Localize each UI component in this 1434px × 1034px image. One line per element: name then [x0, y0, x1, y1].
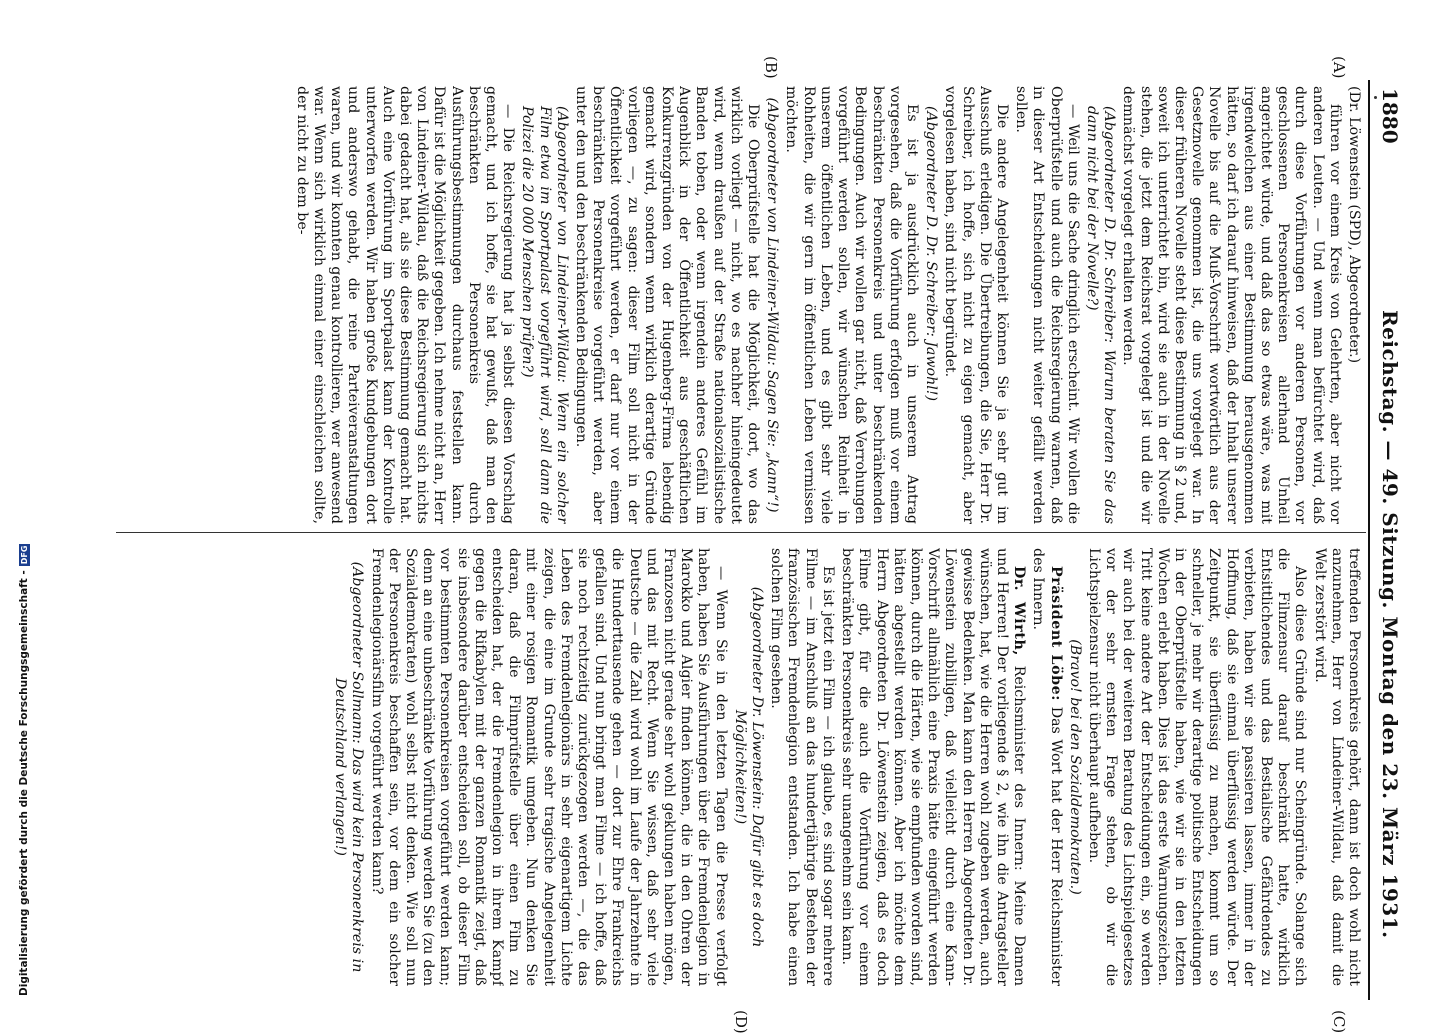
credit-text: Digitalisierung gefördert durch die Deutsche Forschungsgemeinschaft - — [18, 570, 30, 996]
interjection — [922, 86, 939, 524]
paragraph-text: (Abgeordneter von Lindeiner-Wildau: Wenn ein solcher Film etwa im Sportpalast vorgeführt wird, soll dann die Polizei die 20 000 Menschen prüfen?) — [519, 106, 570, 524]
paragraph — [941, 86, 1010, 524]
speaker-name: Präsident Löbe: — [1047, 566, 1064, 702]
paragraph-text: Die Oberprüfstelle hat die Möglichkeit, dort, wo das wirklich vorliegt — nicht, wo es nachher hineingedeutet wird, wenn draußen auf der Straße nationalsozialistische Banden toben, oder wenn irgendein anderes Gefühl im Augenblick in der Öffentlichkeit aus geschäftlichen Konkurrenzgründen von der Hugenberg-Firma lebendig gemacht wird, sondern wenn wirklich derartige Gründe vorliegen —, zu sagen: dieser Film soll nicht in der Öffentlichkeit vorgeführt werden, er darf nur vor einem beschränkten Personenkreise vorgeführt werden, aber unter den und den beschränkenden Bedingungen. — [573, 86, 762, 524]
paragraph-text: (Abgeordneter Sollmann: Das wird kein Personenkreis in Deutschland verlangen!) — [332, 561, 366, 973]
paragraph-text: führen vor einem Kreis von Gelehrten, aber nicht vor anderen Leuten. — Und wenn man befürchtet wird, daß durch diese Vorführungen vor anderen Personen, vor geschlossenen Personenkreisen allerhand Unheil angerichtet würde, und daß das so etwas wäre, was mit irgendwelchen aus einer Bestimmung herausgenommen hätten, so darf ich darauf hinweisen, daß der Inhalt unserer Novelle bis auf die Muß-Vorschrift wortwörtlich aus der Gesetznovelle genommen ist, die uns vorgelegt war. In dieser früheren Novelle steht diese Bestimmung in § 2 und, soweit ich unterrichtet bin, wird sie auch in der Novelle stehen, die jetzt dem Reichsrat vorgelegt ist und die wir demnächst vorgelegt erhalten werden. — [1120, 86, 1343, 524]
paragraph — [1345, 86, 1362, 524]
paragraph-text: treffenden Personenkreis gehört, dann ist doch wohl nicht anzunehmen, Herr von Lindeiner-Wildau, daß damit die Welt zerstört wird. — [1311, 548, 1362, 986]
speaker-name: Dr. Wirth, — [1011, 566, 1028, 656]
left-column — [112, 86, 1362, 524]
paragraph — [293, 86, 517, 524]
paragraph-text: Also diese Gründe sind nur Scheingründe. Solange sich die Filmzensur darauf beschränkt hatte, wirklich Entsittlichendes und das Bestialische Gefährdendes zu verbieten, haben wir sie passieren lassen, immer in der Hoffnung, daß sie einmal überflüssig werden würde. Der Zeitpunkt, sie überflüssig zu machen, kommt um so schneller, je mehr wir derartige politische Entscheidungen in der Oberprüfstelle haben, wie wir sie in den letzten Wochen erlebt haben. Dies ist das erste Warnungszeichen. Tritt keine andere Art der Entscheidungen ein, so werden wir auch bei der weiteren Beratung des Lichtspielgesetzes vor der sehr ernsten Frage stehen, ob wir die Lichtspielzensur nicht überhaupt aufheben. — [1085, 548, 1309, 986]
dfg-logo-icon: DFG — [19, 545, 29, 565]
paragraph — [782, 86, 920, 524]
paragraph-text: Es ist jetzt ein Film — ich glaube, es sind sogar mehrere Filme — im Anschluß an das hundertjährige Bestehen der französischen Fremdenlegion entstanden. Ich habe einen solchen Film gesehen. — [768, 548, 836, 986]
margin-mark-a: (A) — [1330, 56, 1348, 79]
paragraph — [1119, 86, 1343, 524]
interjection — [1083, 86, 1117, 524]
paragraph-text: — Wenn Sie in den letzten Tagen die Presse verfolgt haben, haben Sie Ausführungen über die Fremdenlegion in Marokko und Algier finden können, die in den Ohren der Franzosen nicht gerade sehr wohl geklungen haben mögen, und das mit Recht. Wenn Sie wissen, daß sehr viele Deutsche — die Zahl wird wohl im Laufe der Jahrzehnte in die Hunderttausende gehen — dort zur Ehre Frankreichs gefallen sind. Und nun bringt man Filme — ich hoffe, daß sie noch rechtzeitig zurückgezogen werden —, die das Leben des Fremdenlegionärs in sehr eigenartigem Lichte zeigen, die eine im Grunde sehr tragische Angelegenheit mit einer rosigen Romantik umgeben. Nun denken Sie daran, daß die Filmprüfstelle über einen Film zu entscheiden hat, der die Fremdenlegion in ihrem Kampf gegen die Rifkabylen mit der ganzen Romantik zeigt, daß sie insbesondere darüber entscheiden soll, ob dieser Film vor bestimmten Personenkreisen vorgeführt werden kann; denn an eine unbeschränkte Vorführung werden Sie (zu den Sozialdemokraten) wohl selbst nicht denken. Wie soll nun der Personenkreis beschaffen sein, vor dem ein solcher Fremdenlegionärsfilm vorgeführt werden kann? — [368, 548, 729, 986]
margin-mark-d: (D) — [732, 1010, 750, 1034]
paragraph-text: — Die Reichsregierung hat ja selbst diesen Vorschlag gemacht, und ich hoffe, sie hat gewußt, daß man den beschränkten Personenkreis durch Ausführungsbestimmungen durchaus feststellen kann. Dafür ist die Möglichkeit gegeben. Ich nehme nicht an, Herr von Lindeiner-Wildau, daß die Reichsregierung sich nichts dabei gedacht hat, als sie diese Bestimmung gemacht hat. Auch eine Vorführung im Sportpalast kann der Kontrolle unterworfen werden. Wir haben große Kundgebungen dort und anderswo gehabt, die reine Parteiveranstaltungen waren, und wir konnten genau kontrollieren, wer anwesend war. Wenn sich wirklich einmal einer einschleichen sollte, der nicht zu dem be- — [293, 86, 517, 524]
paragraph — [572, 86, 761, 524]
document-page — [106, 56, 1406, 1034]
margin-mark-b: (B) — [762, 56, 780, 79]
paragraph-text: Reichsminister des Innern: Meine Damen und Herren! Der vorliegende § 2, wie ihn die Antragsteller wünschen, hat, wie die Herren wohl zugeben werden, auch gewisse Bedenken. Man kann den Herren Abgeordneten Dr. Löwenstein zubilligen, daß vielleicht durch eine Kann-Vorschrift allmählich eine Praxis hätte eingeführt werden können, durch die Härten, wie sie empfunden worden sind, hätten abgestellt werden können. Aber ich möchte dem Herrn Abgeordneten Dr. Löwenstein zeigen, daß es doch Filme gibt, für die auch die Vorführung vor einem beschränkten Personenkreis sehr unangenehm sein kann. — [839, 548, 1028, 986]
speaker-paragraph — [838, 548, 1027, 986]
paragraph — [367, 548, 728, 986]
interjection — [1066, 548, 1083, 986]
page-number: 1880 — [1378, 88, 1402, 144]
paragraph-text: (Bravo! bei den Sozialdemokraten.) — [1066, 639, 1083, 895]
margin-mark-c: (C) — [1330, 1010, 1348, 1034]
paragraph-text: — Weil uns die Sache dringlich erscheint. Wir wollen die Oberprüfstelle und auch die Reichsregierung warnen, daß in dieser Art Entscheidungen nicht weiter gefällt werden sollen. — [1013, 86, 1081, 524]
running-head: Reichstag. — 49. Sitzung. Montag den 23. März 1931. — [1378, 310, 1402, 939]
digitization-credit — [18, 544, 30, 996]
interjection — [331, 548, 365, 986]
paragraph-text: Die andere Angelegenheit können Sie ja sehr gut im Ausschuß erledigen. Die Übertreibungen, die Sie, Herr Dr. Schreiber, ich hoffe, sich nicht zu eigen gemacht, aber vorgelesen haben, sind nicht begründet. — [942, 86, 1010, 524]
paragraph-text: (Abgeordneter D. Dr. Schreiber: Warum beraten Sie das dann nicht bei der Novelle?) — [1083, 106, 1118, 524]
header-rule — [1368, 80, 1370, 1000]
paragraph — [1310, 548, 1362, 986]
paragraph — [767, 548, 836, 986]
paragraph-text: Das Wort hat der Herr Reichsminister des Innern. — [1030, 548, 1064, 986]
scan-speck — [1374, 96, 1377, 99]
interjection — [763, 86, 780, 524]
paragraph — [1085, 548, 1309, 986]
interjection — [518, 86, 570, 524]
paragraph-text: (Abgeordneter Dr. Löwenstein: Dafür gibt es doch Möglichkeiten!) — [731, 586, 766, 948]
column-divider — [116, 532, 1366, 533]
paragraph-text: (Dr. Löwenstein (SPD), Abgeordneter.) — [1346, 86, 1362, 364]
paragraph — [1012, 86, 1081, 524]
speaker-paragraph — [1029, 548, 1063, 986]
paragraph-text: (Abgeordneter von Lindeiner-Wildau: Sagen Sie: „kann“!) — [764, 97, 781, 513]
paragraph-text: Es ist ja ausdrücklich auch in unserem Antrag vorgesehen, daß die Vorführung erfolgen muß vor einem beschränkten Personenkreis und unter beschränkenden Bedingungen. Auch wir wollen gar nicht, daß Verrohungen vorgeführt werden sollen, wir wünschen Reinheit in unserem öffentlichen Leben, und es gibt sehr viele Rohheiten, die wir gern im öffentlichen Leben vermissen möchten. — [783, 86, 920, 524]
interjection — [731, 548, 765, 986]
page-header — [1372, 80, 1406, 1000]
right-column — [112, 548, 1362, 986]
paragraph-text: (Abgeordneter D. Dr. Schreiber: Jawohl!) — [923, 106, 940, 401]
